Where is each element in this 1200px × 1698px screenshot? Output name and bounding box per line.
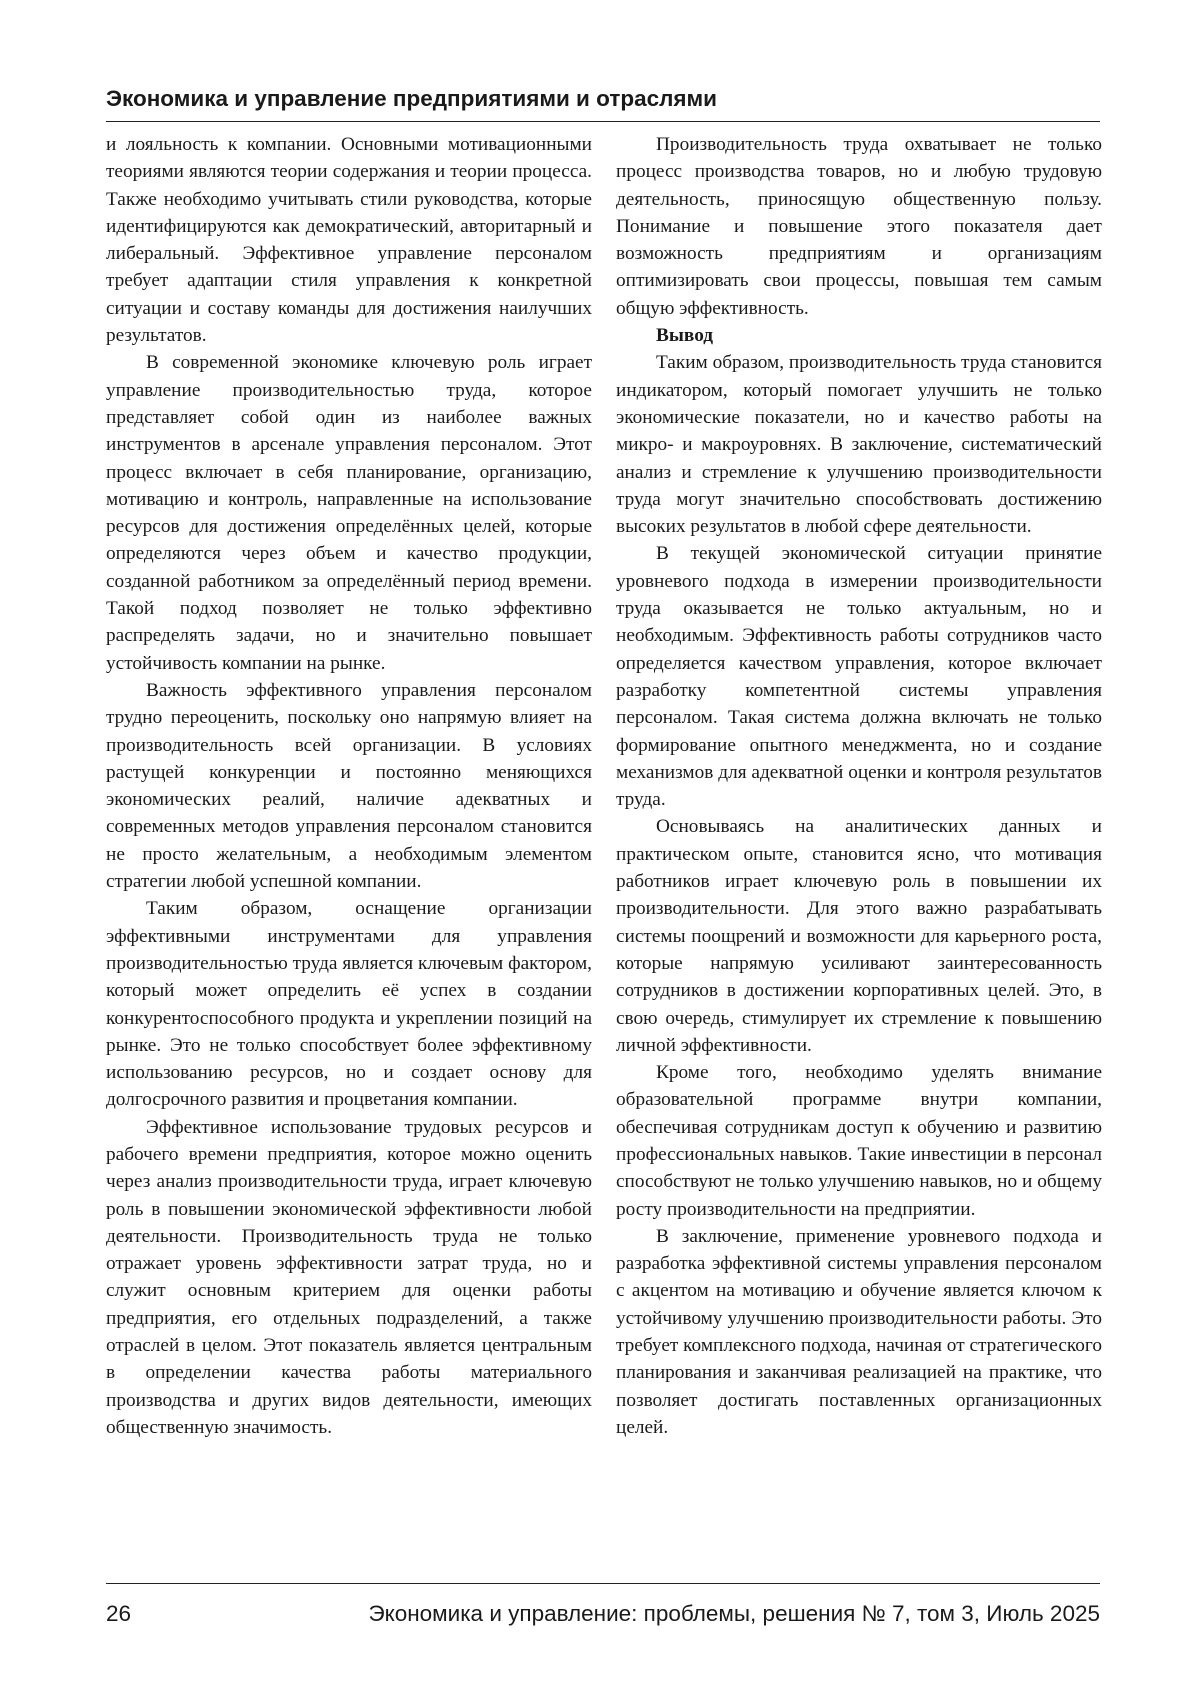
paragraph: и лояльность к компании. Основными мотивационными теориями являются теории содержания и теории процесса. Также необходимо учитывать стили руководства, которые идентифицируются как демократический, авторитарный и либеральный. Эффективное управление персоналом требует адаптации стиля управления к конкретной ситуации и составу команды для достижения наилучших результатов.	[106, 134, 592, 347]
paragraph: Эффективное использование трудовых ресурсов и рабочего времени предприятия, которое можно оценить через анализ производительности труда, играет ключевую роль в повышении экономической эффективности любой деятельности. Производительность труда не только отражает уровень эффективности затрат труда, но и служит основным критерием для оценки работы предприятия, его отдельных подразделений, а также отраслей в целом. Этот показатель является центральным в определении качества работы материального производства и других видов деятельности, имеющих общественную значимость.	[106, 1116, 592, 1438]
running-header: Экономика и управление предприятиями и отраслями	[106, 86, 718, 111]
page-number: 26	[106, 1601, 132, 1626]
paragraph: Таким образом, производительность труда становится индикатором, который помогает улучшить не только экономические показатели, но и качество работы на микро- и макроуровнях. В заключение, систематический анализ и стремление к улучшению производительности труда могут значительно способствовать достижению высоких результатов в любой сфере деятельности.	[616, 352, 1102, 538]
paragraph: Важность эффективного управления персоналом трудно переоценить, поскольку оно напрямую влияет на производительность всей организации. В условиях растущей конкуренции и постоянно меняющихся экономических реалий, наличие адекватных и современных методов управления персоналом становится не просто желательным, а необходимым элементом стратегии любой успешной компании.	[106, 679, 592, 893]
paragraph: Производительность труда охватывает не только процесс производства товаров, но и любую трудовую деятельность, приносящую общественную пользу. Понимание и повышение этого показателя дает возможность предприятиям и организациям оптимизировать свои процессы, повышая тем самым общую эффективность.	[616, 134, 1102, 319]
paragraph: Кроме того, необходимо уделять внимание образовательной программе внутри компании, обеспечивая сотрудникам доступ к обучению и развитию профессиональных навыков. Такие инвестиции в персонал способствуют не только улучшению навыков, но и общему росту производительности на предприятии.	[616, 1062, 1102, 1220]
paragraph: В текущей экономической ситуации принятие уровневого подхода в измерении производительности труда оказывается не только актуальным, но и необходимым. Эффективность работы сотрудников часто определяется качеством управления, которое включает разработку компетентной системы управления персоналом. Такая система должна включать не только формирование опытного менеджмента, но и создание механизмов для адекватной оценки и контроля результатов труда.	[616, 543, 1102, 811]
paragraph: Таким образом, оснащение организации эффективными инструментами для управления производительностью труда является ключевым фактором, который может определить её успех в создании конкурентоспособного продукта и укреплении позиций на рынке. Это не только способствует более эффективному использованию ресурсов, но и создает основу для долгосрочного развития и процветания компании.	[106, 898, 592, 1111]
left-column	[106, 131, 592, 1571]
conclusion-heading: Вывод	[656, 325, 714, 347]
paragraph: Основываясь на аналитических данных и практическом опыте, становится ясно, что мотивация работников играет ключевую роль в повышении их производительности. Для этого важно разрабатывать системы поощрений и возможности для карьерного роста, которые напрямую усиливают заинтересованность сотрудников в достижении корпоративных целей. Это, в свою очередь, стимулирует их стремление к повышению личной эффективности.	[616, 816, 1102, 1056]
paragraph: В заключение, применение уровневого подхода и разработка эффективной системы управления персоналом с акцентом на мотивацию и обучение является ключом к устойчивому улучшению производительности работы. Это требует комплексного подхода, начиная от стратегического планирования и заканчивая реализацией на практике, что позволяет достигать поставленных организационных целей.	[616, 1225, 1102, 1438]
paragraph: В современной экономике ключевую роль играет управление производительностью труда, которое представляет собой один из наиболее важных инструментов в арсенале управления персоналом. Этот процесс включает в себя планирование, организацию, мотивацию и контроль, направленные на использование ресурсов для достижения определённых целей, которые определяются через объем и качество продукции, созданной работником за определённый период времени. Такой подход позволяет не только эффективно распределять задачи, но и значительно повышает устойчивость компании на рынке.	[106, 352, 592, 674]
footer-rule	[106, 1583, 1100, 1584]
journal-citation: Экономика и управление: проблемы, решения № 7, том 3, Июль 2025	[368, 1601, 1100, 1626]
right-column	[616, 131, 1102, 1571]
header-rule	[106, 121, 1100, 122]
